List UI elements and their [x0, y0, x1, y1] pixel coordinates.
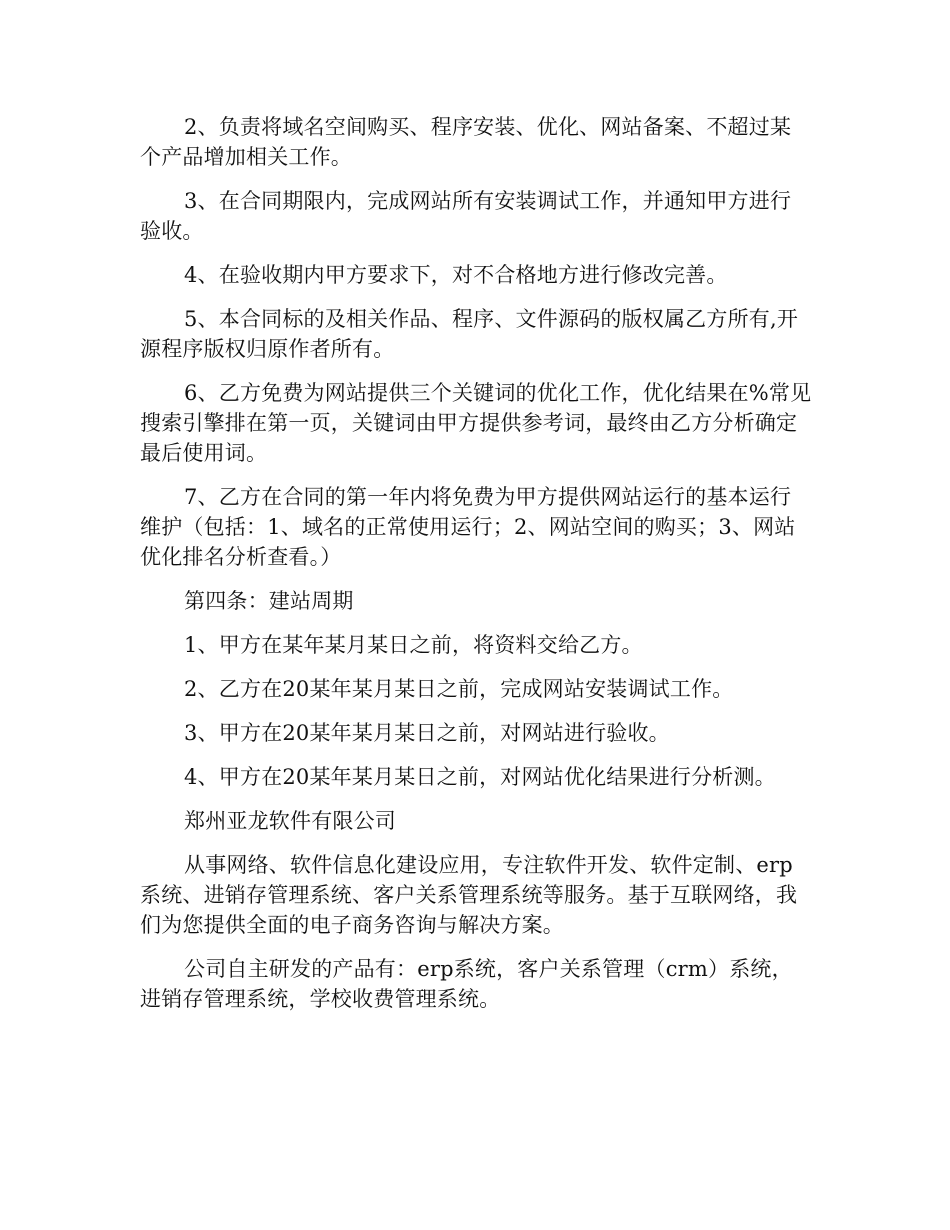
document-body	[140, 112, 812, 1028]
paragraph-clause-3: 3、在合同期限内，完成网站所有安装调试工作，并通知甲方进行验收。	[140, 189, 792, 243]
paragraph-clause-4: 4、在验收期内甲方要求下，对不合格地方进行修改完善。	[184, 263, 728, 287]
paragraph-schedule-4: 4、甲方在20某年某月某日之前，对网站优化结果进行分析测。	[184, 765, 776, 789]
paragraph-schedule-1: 1、甲方在某年某月某日之前，将资料交给乙方。	[184, 633, 643, 657]
paragraph-clause-5: 5、本合同标的及相关作品、程序、文件源码的版权属乙方所有,开源程序版权归原作者所有。	[140, 307, 799, 361]
paragraph-schedule-3: 3、甲方在20某年某月某日之前，对网站进行验收。	[184, 721, 670, 745]
paragraph-clause-2: 2、负责将域名空间购买、程序安装、优化、网站备案、不超过某个产品增加相关工作。	[140, 115, 792, 169]
company-description: 从事网络、软件信息化建设应用，专注软件开发、软件定制、erp系统、进销存管理系统、客户关系管理系统等服务。基于互联网络，我们为您提供全面的电子商务咨询与解决方案。	[140, 853, 798, 937]
paragraph-schedule-2: 2、乙方在20某年某月某日之前，完成网站安装调试工作。	[184, 677, 734, 701]
paragraph-clause-6: 6、乙方免费为网站提供三个关键词的优化工作，优化结果在%常见搜索引擎排在第一页，关键词由甲方提供参考词，最终由乙方分析确定最后使用词。	[140, 381, 812, 465]
section-heading-article-4: 第四条：建站周期	[184, 589, 354, 613]
paragraph-clause-7: 7、乙方在合同的第一年内将免费为甲方提供网站运行的基本运行维护（包括：1、域名的正常使用运行；2、网站空间的购买；3、网站优化排名分析查看。）	[140, 485, 796, 569]
company-products: 公司自主研发的产品有：erp系统，客户关系管理（crm）系统，进销存管理系统，学校收费管理系统。	[140, 957, 793, 1011]
company-name: 郑州亚龙软件有限公司	[184, 809, 396, 833]
